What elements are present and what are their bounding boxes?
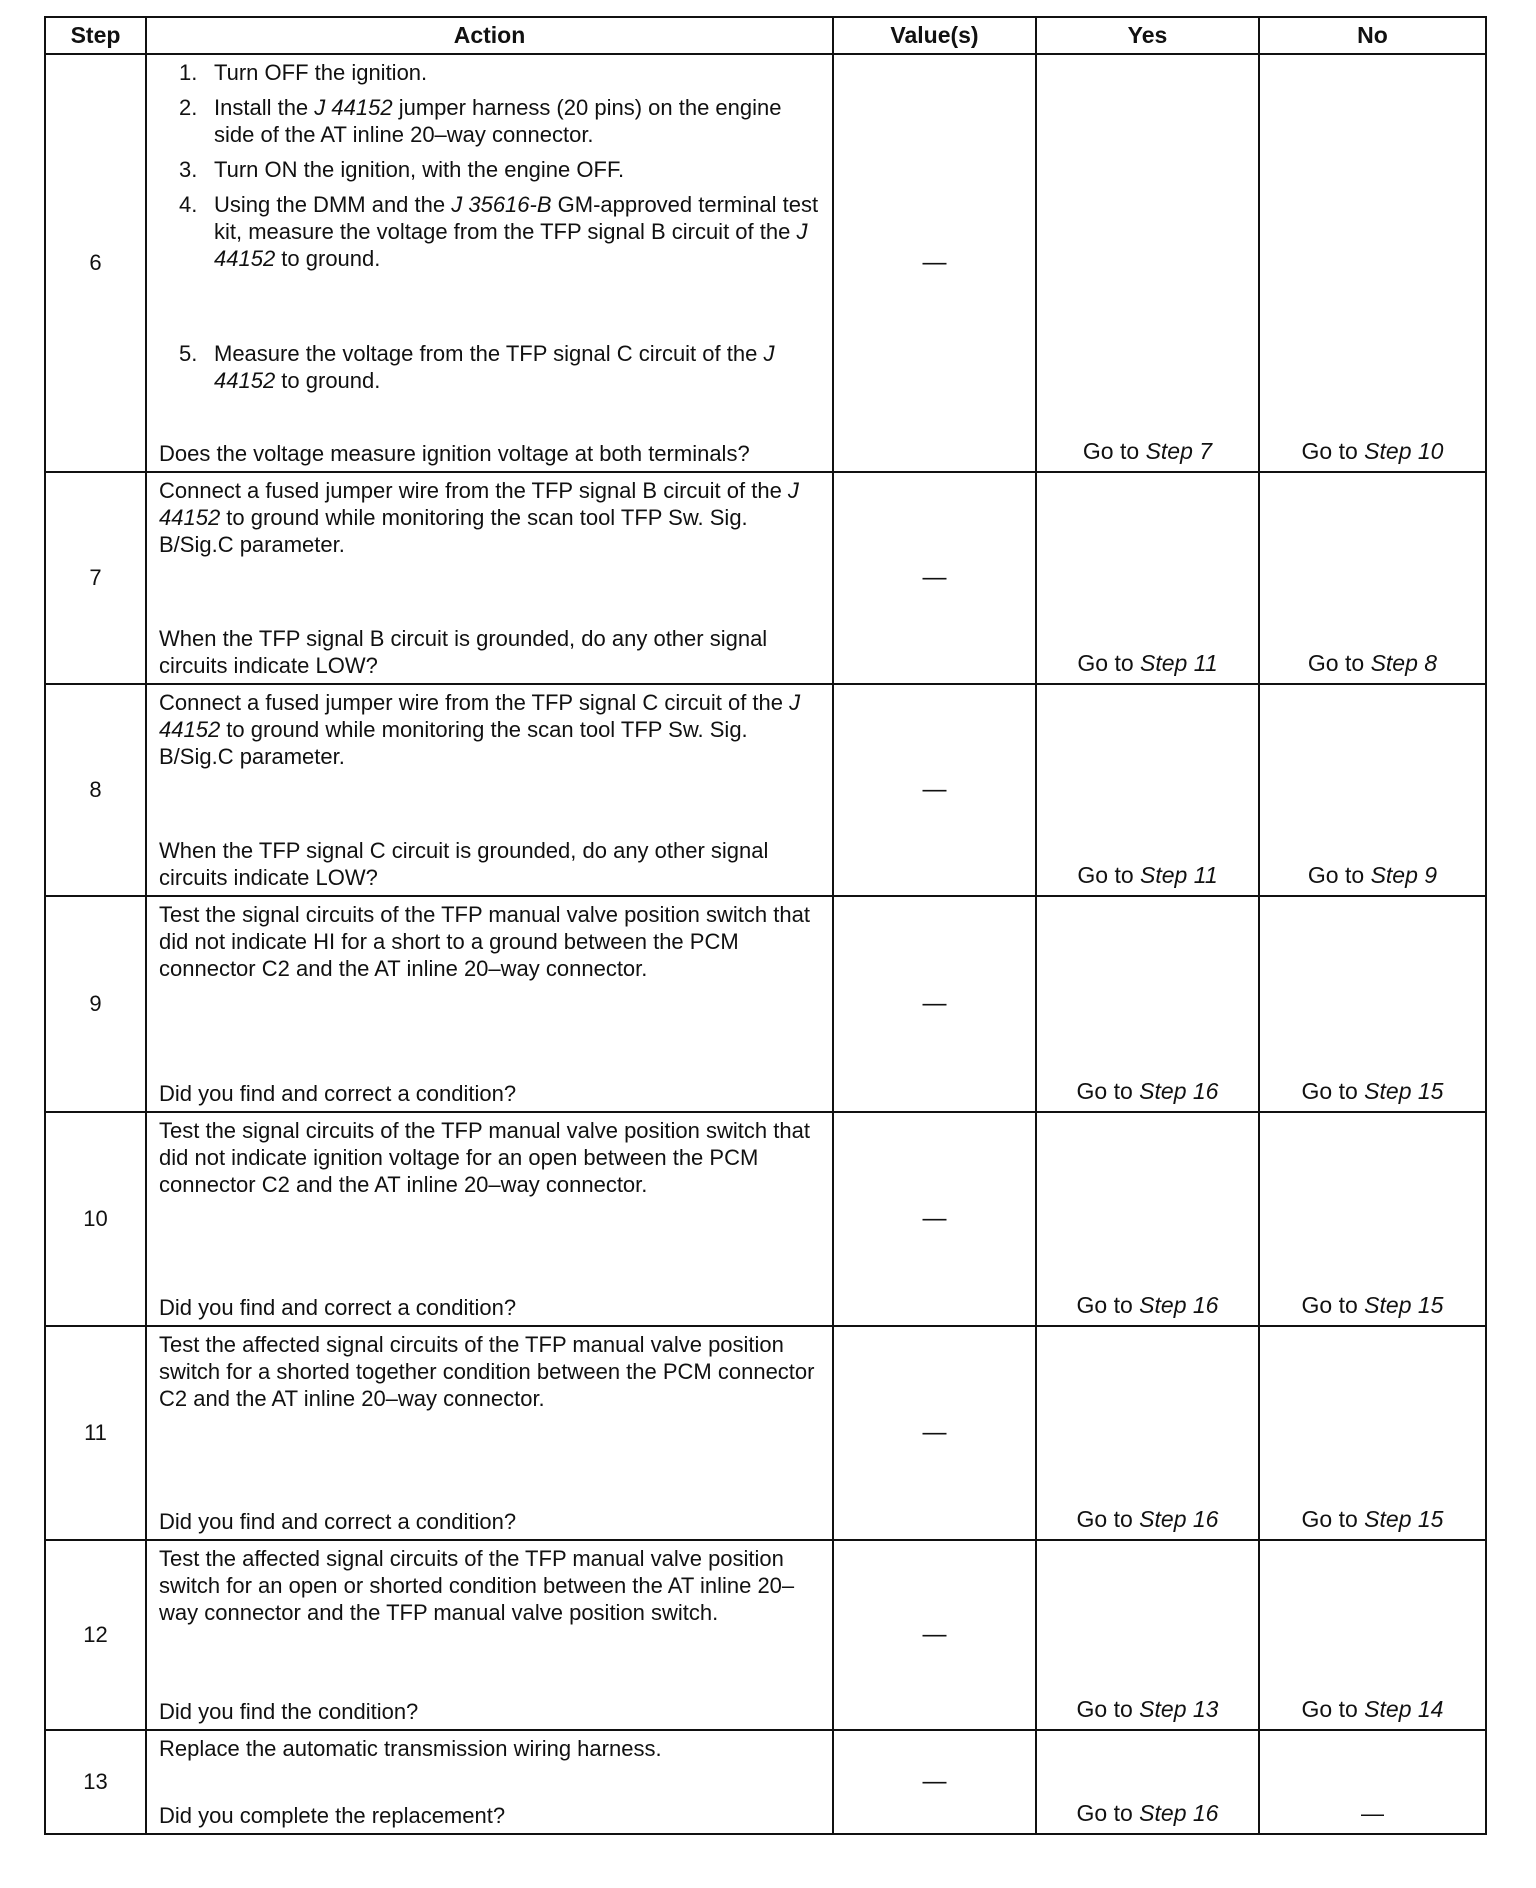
instruction-number: 1. [179,60,198,85]
no-cell [1259,1540,1486,1730]
action-instructions [159,689,824,770]
text-fragment: to ground while monitoring the scan tool TFP Sw. Sig. B/Sig.C parameter. [159,505,748,557]
text-fragment: to ground. [275,368,381,393]
action-question: Did you find and correct a condition? [159,1295,517,1320]
instruction-item [159,94,824,148]
no-step-link[interactable]: Step 15 [1364,1506,1444,1532]
text-fragment: Connect a fused jumper wire from the TFP signal B circuit of the [159,478,788,503]
table-row [45,472,1486,684]
list-gap [159,280,824,340]
action-cell [146,896,833,1112]
value-cell: — [833,54,1036,472]
yes-prefix: Go to [1076,1506,1140,1532]
action-content [159,59,824,467]
instruction-item [159,156,824,183]
yes-prefix: Go to [1082,438,1146,464]
text-fragment: Measure the voltage from the TFP signal C circuit of the [214,341,764,366]
text-fragment: Test the affected signal circuits of the TFP manual valve position switch for a shorted together condition between the PCM connector C2 and the AT inline 20–way connector. [159,1332,815,1411]
yes-cell [1036,54,1259,472]
text-fragment: Test the signal circuits of the TFP manual valve position switch that did not indicate HI for a short to a ground between the PCM connector C2 and the AT inline 20–way connector. [159,902,810,981]
no-step-link[interactable]: Step 9 [1370,862,1438,888]
action-content [159,1331,824,1535]
text-fragment: GM-approved terminal test kit, measure the voltage from the TFP signal B circuit of the [214,192,819,244]
yes-step-link[interactable]: Step 11 [1140,862,1218,888]
yes-cell [1036,1540,1259,1730]
action-text [159,1545,824,1626]
action-text [159,689,824,770]
step-number: 13 [45,1730,146,1834]
header-values: Value(s) [833,17,1036,54]
action-content [159,1735,824,1829]
no-step-link[interactable]: Step 10 [1364,438,1444,464]
action-question: Did you find and correct a condition? [159,1081,517,1106]
action-question: Did you find the condition? [159,1699,419,1724]
table-row [45,54,1486,472]
yes-step-link[interactable]: Step 16 [1139,1800,1219,1826]
no-cell [1259,1112,1486,1326]
value-cell: — [833,472,1036,684]
action-content [159,901,824,1107]
text-fragment: Install the [214,95,315,120]
action-instructions [159,1545,824,1626]
no-prefix: Go to [1301,1506,1365,1532]
value-cell: — [833,1540,1036,1730]
action-question: When the TFP signal C circuit is grounded, do any other signal circuits indicate LOW? [159,838,769,890]
action-content [159,689,824,891]
text-fragment: Turn OFF the ignition. [214,60,428,85]
table-row [45,684,1486,896]
instruction-item [159,191,824,272]
yes-prefix: Go to [1076,1696,1140,1722]
text-fragment: Turn ON the ignition, with the engine OFF. [214,157,625,182]
no-prefix: Go to [1307,650,1371,676]
yes-cell [1036,472,1259,684]
action-question: When the TFP signal B circuit is grounded, do any other signal circuits indicate LOW? [159,626,768,678]
action-cell [146,472,833,684]
action-cell [146,1540,833,1730]
action-instructions [159,477,824,558]
step-number: 10 [45,1112,146,1326]
yes-cell [1036,684,1259,896]
yes-prefix: Go to [1076,1292,1140,1318]
action-text [159,901,824,982]
instruction-item [159,340,824,394]
no-cell [1259,684,1486,896]
text-fragment: Replace the automatic transmission wiring harness. [159,1736,662,1761]
no-cell [1259,472,1486,684]
instruction-item [159,59,824,86]
header-step: Step [45,17,146,54]
text-fragment: to ground while monitoring the scan tool TFP Sw. Sig. B/Sig.C parameter. [159,717,748,769]
yes-step-link[interactable]: Step 13 [1139,1696,1219,1722]
action-text [159,1735,824,1762]
table-row [45,896,1486,1112]
step-number: 7 [45,472,146,684]
action-cell [146,1112,833,1326]
header-action: Action [146,17,833,54]
no-prefix: Go to [1301,438,1365,464]
no-prefix: Go to [1301,1292,1365,1318]
no-cell [1259,1730,1486,1834]
yes-cell [1036,896,1259,1112]
value-cell: — [833,896,1036,1112]
text-fragment: Using the DMM and the [214,192,452,217]
instruction-number: 4. [179,192,198,217]
no-step-link[interactable]: Step 14 [1364,1696,1444,1722]
tool-reference: J 44152 [214,341,775,393]
action-text [159,1331,824,1412]
header-no: No [1259,17,1486,54]
no-prefix: Go to [1307,862,1371,888]
table-row [45,1326,1486,1540]
action-question: Does the voltage measure ignition voltage at both terminals? [159,441,750,466]
action-cell [146,1730,833,1834]
tool-reference: J 44152 [159,690,801,742]
action-cell [146,1326,833,1540]
yes-prefix: Go to [1077,650,1141,676]
value-cell: — [833,1112,1036,1326]
yes-cell [1036,1326,1259,1540]
instruction-number: 3. [179,157,198,182]
yes-step-link[interactable]: Step 16 [1139,1078,1219,1104]
header-yes: Yes [1036,17,1259,54]
action-instructions [159,1331,824,1412]
no-step-link[interactable]: Step 8 [1370,650,1438,676]
yes-prefix: Go to [1077,862,1141,888]
no-prefix: Go to [1301,1696,1365,1722]
yes-cell [1036,1730,1259,1834]
no-cell [1259,1326,1486,1540]
action-cell [146,684,833,896]
no-step-link[interactable]: Step 15 [1364,1078,1444,1104]
action-cell [146,54,833,472]
instruction-number: 2. [179,95,198,120]
instruction-number: 5. [179,341,198,366]
yes-step-link[interactable]: Step 16 [1139,1292,1219,1318]
value-cell: — [833,1326,1036,1540]
instruction-list [159,59,824,394]
header-row [45,17,1486,54]
yes-cell [1036,1112,1259,1326]
action-text [159,1117,824,1198]
no-prefix: — [1361,1800,1384,1826]
tool-reference: J 44152 [314,95,393,120]
action-instructions [159,1735,824,1762]
table-row [45,1112,1486,1326]
step-number: 11 [45,1326,146,1540]
text-fragment: Connect a fused jumper wire from the TFP signal C circuit of the [159,690,790,715]
diagnostic-table [44,16,1487,1835]
no-cell [1259,896,1486,1112]
text-fragment: Test the affected signal circuits of the TFP manual valve position switch for an open or shorted condition between the AT inline 20–way connector and the TFP manual valve position switch. [159,1546,795,1625]
action-instructions [159,59,824,402]
text-fragment: jumper harness (20 pins) on the engine side of the AT inline 20–way connector. [214,95,782,147]
no-cell [1259,54,1486,472]
step-number: 6 [45,54,146,472]
tool-reference: J 35616-B [451,192,552,217]
yes-step-link[interactable]: Step 11 [1140,650,1218,676]
no-prefix: Go to [1301,1078,1365,1104]
yes-prefix: Go to [1076,1078,1140,1104]
step-number: 12 [45,1540,146,1730]
value-cell: — [833,1730,1036,1834]
step-number: 8 [45,684,146,896]
action-instructions [159,1117,824,1198]
value-cell: — [833,684,1036,896]
no-step-link[interactable]: Step 15 [1364,1292,1444,1318]
action-question: Did you complete the replacement? [159,1803,506,1828]
yes-step-link[interactable]: Step 16 [1139,1506,1219,1532]
action-text [159,477,824,558]
table-body [45,54,1486,1834]
action-content [159,1545,824,1725]
text-fragment: Test the signal circuits of the TFP manual valve position switch that did not indicate ignition voltage for an open between the PCM connector C2 and the AT inline 20–way connector. [159,1118,810,1197]
tool-reference: J 44152 [214,219,808,271]
action-content [159,1117,824,1321]
yes-step-link[interactable]: Step 7 [1145,438,1213,464]
action-content [159,477,824,679]
yes-prefix: Go to [1076,1800,1140,1826]
tool-reference: J 44152 [159,478,799,530]
step-number: 9 [45,896,146,1112]
table-row [45,1540,1486,1730]
action-question: Did you find and correct a condition? [159,1509,517,1534]
text-fragment: to ground. [275,246,381,271]
table-row [45,1730,1486,1834]
action-instructions [159,901,824,982]
